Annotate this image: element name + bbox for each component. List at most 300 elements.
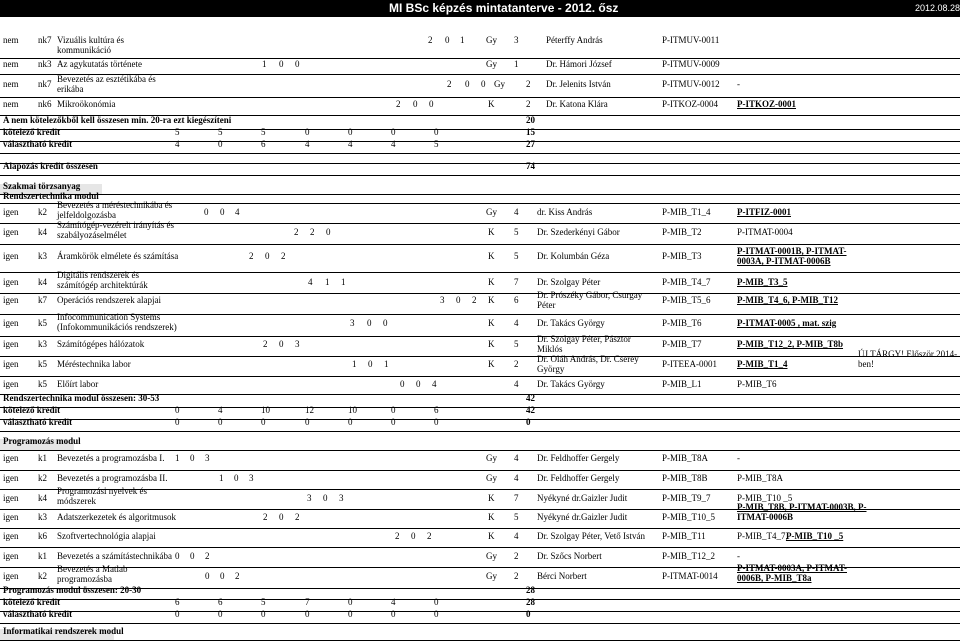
table-cell: György	[537, 364, 565, 374]
table-cell: P-MIB_T2	[662, 227, 702, 237]
table-cell: Dr. Prószéky Gábor, Csurgay	[537, 290, 643, 300]
table-cell: Mikroökonómia	[57, 99, 116, 109]
table-cell: Dr. Feldhoffer Gergely	[537, 453, 620, 463]
row-divider	[0, 431, 960, 432]
table-cell: 0	[220, 571, 225, 581]
table-cell: Gy	[494, 79, 505, 89]
table-cell: 0	[368, 359, 373, 369]
table-cell: 4	[514, 207, 519, 217]
table-cell: 3	[350, 318, 355, 328]
table-cell: 5	[514, 512, 519, 522]
table-cell: P-MIB_T7	[662, 339, 702, 349]
table-cell: 5	[514, 251, 519, 261]
table-cell: k7	[38, 295, 47, 305]
table-cell: 0006B, P-MIB_T8a	[737, 573, 812, 583]
table-cell: P-MIB_T4_7,	[737, 531, 788, 541]
table-cell: igen	[3, 359, 19, 369]
table-cell: 0	[323, 493, 328, 503]
table-cell: -	[737, 453, 740, 463]
table-cell: 2	[472, 295, 477, 305]
table-cell: P-ITMAT-0003A, P-ITMAT-	[737, 563, 847, 573]
table-cell: jelfeldolgozásba	[57, 210, 116, 220]
table-cell: 0	[190, 551, 195, 561]
table-cell: 1	[460, 35, 465, 45]
row-divider	[0, 623, 960, 624]
table-cell: Informatikai rendszerek modul	[3, 626, 124, 636]
table-cell: erikába	[57, 84, 84, 94]
table-cell: 4	[305, 139, 310, 149]
table-cell: K	[488, 295, 495, 305]
table-cell: P-ITMAT-0004	[737, 227, 793, 237]
table-cell: Számítógépes hálózatok	[57, 339, 145, 349]
table-cell: 0	[391, 417, 396, 427]
table-cell: 2	[526, 79, 531, 89]
table-cell: P-MIB_T11	[662, 531, 706, 541]
table-cell: 1	[384, 359, 389, 369]
table-cell: Dr. Hámori József	[546, 59, 612, 69]
table-cell: P-ITFIZ-0001	[737, 207, 791, 217]
table-cell: P-MIB_T4_6, P-MIB_T12	[737, 295, 838, 305]
row-divider	[0, 376, 960, 377]
table-cell: 2	[447, 79, 452, 89]
table-cell: 2	[526, 99, 531, 109]
table-cell: 2	[263, 339, 268, 349]
table-cell: Bevezetés az esztétikába és	[57, 74, 156, 84]
table-cell: 0	[348, 597, 353, 607]
table-cell: Péter	[537, 300, 556, 310]
row-divider	[0, 129, 960, 130]
table-cell: 0	[413, 99, 418, 109]
table-cell: A nem kötelezőkből kell összesen min. 20-ra ezt kiegészíteni	[3, 115, 232, 125]
table-cell: k2	[38, 207, 47, 217]
table-cell: K	[488, 99, 495, 109]
row-divider	[0, 336, 960, 337]
table-cell: k5	[38, 359, 47, 369]
table-cell: 1	[352, 359, 357, 369]
table-cell: K	[488, 251, 495, 261]
table-cell: igen	[3, 318, 19, 328]
table-cell: igen	[3, 295, 19, 305]
table-cell: 0	[526, 417, 531, 427]
row-divider	[0, 528, 960, 529]
table-cell: P-MIB_T5_6	[662, 295, 711, 305]
table-cell: 2	[281, 251, 286, 261]
table-cell: 2	[294, 227, 299, 237]
table-cell: 2	[395, 531, 400, 541]
table-cell: Dr. Szolgay Péter	[537, 277, 601, 287]
table-cell: (Infokommunikációs rendszerek)	[57, 322, 177, 332]
table-cell: 15	[526, 127, 535, 137]
table-cell: Bérci Norbert	[537, 571, 587, 581]
table-cell: P-MIB_T1_4	[662, 207, 711, 217]
table-cell: k4	[38, 493, 47, 503]
table-cell: 0	[465, 79, 470, 89]
table-cell: 27	[526, 139, 535, 149]
table-cell: 0	[175, 405, 180, 415]
row-divider	[0, 640, 960, 641]
table-cell: Infocommunication Systems	[57, 312, 161, 322]
row-divider	[0, 163, 960, 164]
table-cell: 0	[526, 609, 531, 619]
table-cell: k5	[38, 379, 47, 389]
table-cell: 0	[218, 417, 223, 427]
table-cell: Nyékyné dr.Gaizler Judit	[537, 493, 628, 503]
table-cell: 0	[434, 127, 439, 137]
table-cell: 1	[262, 59, 267, 69]
table-cell: Gy	[486, 551, 497, 561]
table-cell: K	[488, 359, 495, 369]
table-cell: 10	[261, 405, 270, 415]
row-divider	[0, 407, 960, 408]
table-cell: K	[488, 339, 495, 349]
table-cell: Dr. Szederkényi Gábor	[537, 227, 620, 237]
table-cell: igen	[3, 531, 19, 541]
table-cell: 3	[295, 339, 300, 349]
table-cell: 1	[341, 277, 346, 287]
table-cell: K	[488, 318, 495, 328]
table-cell: választható kredit	[3, 417, 73, 427]
table-cell: K	[488, 493, 495, 503]
table-cell: P-ITMAT-0001B, P-ITMAT-	[737, 246, 847, 256]
table-cell: 0	[434, 597, 439, 607]
table-cell: P-ITMUV-0009	[662, 59, 720, 69]
table-cell: k2	[38, 473, 47, 483]
table-cell: igen	[3, 339, 19, 349]
table-cell: 6	[175, 597, 180, 607]
table-cell: P-ITMUV-0012	[662, 79, 720, 89]
table-cell: Gy	[486, 59, 497, 69]
table-cell: ben!	[858, 359, 874, 369]
table-cell: nem	[3, 59, 19, 69]
table-cell: kötelező kredit	[3, 405, 61, 415]
table-cell: -	[737, 79, 740, 89]
table-cell: 0	[218, 139, 223, 149]
table-cell: 3	[514, 35, 519, 45]
table-cell: Programozás modul összesen: 20-30	[3, 585, 142, 595]
table-cell: 0	[434, 417, 439, 427]
table-cell: Bevezetés a programozásba I.	[57, 453, 165, 463]
row-divider	[0, 293, 960, 294]
table-cell: Dr. Szolgay Péter, Vető István	[537, 531, 645, 541]
table-cell: 4	[514, 473, 519, 483]
table-cell: P-ITMAT-0005 , mat. szig	[737, 318, 837, 328]
table-cell: P-MIB_T8A	[737, 473, 784, 483]
table-cell: 4	[391, 597, 396, 607]
row-divider	[0, 97, 960, 98]
table-cell: 0	[220, 207, 225, 217]
table-cell: 4	[514, 453, 519, 463]
table-cell: Előírt labor	[57, 379, 99, 389]
row-divider	[0, 153, 960, 154]
table-cell: 20	[526, 115, 535, 125]
table-cell: 1	[175, 453, 180, 463]
table-cell: igen	[3, 277, 19, 287]
table-cell: igen	[3, 493, 19, 503]
table-cell: 0	[411, 531, 416, 541]
table-cell: 0	[416, 379, 421, 389]
table-cell: 0	[445, 35, 450, 45]
table-cell: 4	[235, 207, 240, 217]
table-cell: 0	[367, 318, 372, 328]
table-cell: 1	[514, 59, 519, 69]
table-cell: dr. Kiss András	[537, 207, 593, 217]
table-cell: nk6	[38, 99, 52, 109]
table-cell: igen	[3, 379, 19, 389]
table-cell: 5	[514, 227, 519, 237]
table-cell: kötelező kredit	[3, 597, 61, 607]
row-divider	[0, 419, 960, 420]
table-cell: k1	[38, 453, 47, 463]
table-cell: P-ITKOZ-0004	[662, 99, 718, 109]
table-cell: 0	[279, 512, 284, 522]
table-cell: Gy	[486, 473, 497, 483]
table-cell: 4	[348, 139, 353, 149]
table-cell: Dr. Takács György	[537, 379, 605, 389]
table-cell: Dr. Szolgay Péter, Pásztor	[537, 334, 631, 344]
table-cell: Számítógép-vezérelt irányítás és	[57, 220, 174, 230]
table-cell: 4	[175, 139, 180, 149]
table-cell: nem	[3, 79, 19, 89]
row-divider	[0, 470, 960, 471]
table-cell: nk3	[38, 59, 52, 69]
table-cell: P-ITMUV-0011	[662, 35, 720, 45]
row-divider	[0, 450, 960, 451]
row-divider	[0, 272, 960, 273]
table-cell: ÚJ TÁRGY! Először 2014-	[858, 349, 958, 359]
table-cell: igen	[3, 512, 19, 522]
table-cell: Programozás modul	[3, 436, 81, 446]
document-header	[0, 0, 960, 17]
table-cell: K	[488, 531, 495, 541]
table-cell: 0	[175, 609, 180, 619]
table-cell: 2	[205, 551, 210, 561]
table-cell: Dr. Feldhoffer Gergely	[537, 473, 620, 483]
table-cell: választható kredit	[3, 609, 73, 619]
table-cell: 3	[249, 473, 254, 483]
table-cell: 4	[218, 405, 223, 415]
table-cell: 0	[391, 405, 396, 415]
table-cell: szabályozáselmélet	[57, 230, 127, 240]
table-cell: igen	[3, 571, 19, 581]
table-cell: 2	[428, 35, 433, 45]
table-cell: 0	[204, 207, 209, 217]
table-cell: 4	[514, 318, 519, 328]
table-cell: igen	[3, 227, 19, 237]
table-cell: P-MIB_T3	[662, 251, 702, 261]
table-cell: P-MIB_T8A	[662, 453, 709, 463]
table-cell: Péterffy András	[546, 35, 603, 45]
table-cell: 74	[526, 161, 535, 171]
table-cell: 7	[514, 493, 519, 503]
table-cell: 3	[205, 453, 210, 463]
table-cell: 2	[295, 512, 300, 522]
row-divider	[0, 599, 960, 600]
table-cell: 5	[261, 597, 266, 607]
table-cell: 2	[396, 99, 401, 109]
table-cell: Dr. Katona Klára	[546, 99, 608, 109]
table-cell: Gy	[486, 207, 497, 217]
table-cell: P-MIB_T3_5	[737, 277, 788, 287]
document-date: 2012.08.28	[914, 3, 960, 13]
table-cell: 0	[265, 251, 270, 261]
table-cell: k3	[38, 251, 47, 261]
table-cell: 0	[383, 318, 388, 328]
table-cell: P-MIB_T10 _5	[737, 493, 793, 503]
table-cell: nem	[3, 99, 19, 109]
table-cell: 2	[514, 359, 519, 369]
table-cell: 3	[339, 493, 344, 503]
table-cell: Dr. Oláh András, Dr. Cserey	[537, 354, 639, 364]
row-divider	[0, 588, 960, 589]
table-cell: 0	[348, 127, 353, 137]
table-cell: Dr. Kolumbán Géza	[537, 251, 610, 261]
table-cell: 0	[175, 551, 180, 561]
table-cell: 0	[190, 453, 195, 463]
table-cell: 1	[219, 473, 224, 483]
table-cell: Szakmai törzsanyag	[3, 181, 81, 191]
table-cell: 4	[391, 139, 396, 149]
row-divider	[0, 194, 960, 195]
table-cell: 0	[326, 227, 331, 237]
table-cell: 2	[249, 251, 254, 261]
row-divider	[0, 356, 960, 357]
table-cell: 0	[305, 417, 310, 427]
table-cell: Rendszertechnika modul	[3, 191, 99, 201]
table-cell: 0	[261, 417, 266, 427]
table-cell: kötelező kredit	[3, 127, 61, 137]
table-cell: 42	[526, 405, 535, 415]
table-cell: P-MIB_T10_5	[662, 512, 716, 522]
table-cell: Szoftvertechnológia alapjai	[57, 531, 156, 541]
table-cell: k3	[38, 339, 47, 349]
table-cell: k2	[38, 571, 47, 581]
table-cell: k4	[38, 227, 47, 237]
table-cell: 0	[429, 99, 434, 109]
table-cell: igen	[3, 551, 19, 561]
table-cell: P-MIB_T6	[737, 379, 777, 389]
table-cell: 10	[348, 405, 357, 415]
table-cell: 5	[218, 127, 223, 137]
table-cell: 6	[218, 597, 223, 607]
table-cell: Gy	[486, 35, 497, 45]
table-cell: k5	[38, 318, 47, 328]
table-cell: 3	[307, 493, 312, 503]
table-cell: 5	[434, 139, 439, 149]
table-cell: számítógép architektúrák	[57, 280, 148, 290]
table-cell: igen	[3, 473, 19, 483]
table-cell: 5	[514, 339, 519, 349]
table-cell: 0	[481, 79, 486, 89]
table-cell: 1	[325, 277, 330, 287]
table-cell: Bevezetés a Matlab	[57, 564, 128, 574]
table-cell: Operációs rendszerek alapjai	[57, 295, 161, 305]
table-cell: nk7	[38, 35, 52, 45]
table-cell: 0	[279, 59, 284, 69]
table-cell: igen	[3, 453, 19, 463]
table-cell: Adatszerkezetek és algoritmusok	[57, 512, 176, 522]
row-divider	[0, 141, 960, 142]
table-cell: P-MIB_T12_2, P-MIB_T8b	[737, 339, 844, 349]
table-cell: Miklós	[537, 344, 563, 354]
table-cell: választható kredit	[3, 139, 73, 149]
table-cell: Gy	[486, 453, 497, 463]
table-cell: 2	[514, 551, 519, 561]
table-cell: P-MIB_T1_4	[737, 359, 788, 369]
table-cell: ITMAT-0006B	[737, 512, 794, 522]
table-cell: igen	[3, 251, 19, 261]
table-cell: P-ITMAT-0014	[662, 571, 718, 581]
table-cell: 0	[305, 127, 310, 137]
table-cell: 0	[261, 609, 266, 619]
table-cell: 4	[432, 379, 437, 389]
table-cell: 4	[514, 531, 519, 541]
table-cell: 0	[434, 609, 439, 619]
table-cell: 2	[310, 227, 315, 237]
table-cell: Bevezetés a számítástechnikába	[57, 551, 172, 561]
table-cell: P-MIB_T6	[662, 318, 702, 328]
table-cell: Áramkörök elmélete és számítása	[57, 251, 179, 261]
table-cell: Alapozás kredit összesen	[3, 161, 98, 171]
table-cell: k4	[38, 277, 47, 287]
table-cell: Programozási nyelvek és	[57, 486, 147, 496]
table-cell: 42	[526, 393, 535, 403]
table-cell: 4	[308, 277, 313, 287]
table-cell: Az agykutatás története	[57, 59, 142, 69]
table-cell: 4	[514, 379, 519, 389]
table-cell: Rendszertechnika modul összesen: 30-53	[3, 393, 160, 403]
table-cell: Digitális rendszerek és	[57, 270, 139, 280]
table-cell: 2	[235, 571, 240, 581]
table-cell: P-MIB_T8B, P-ITMAT-0003B, P-	[737, 502, 867, 512]
table-cell: 3	[440, 295, 445, 305]
table-cell: P-MIB_T9_7	[662, 493, 711, 503]
table-cell: P-MIB_T10 _5	[786, 531, 844, 541]
table-cell: 28	[526, 585, 535, 595]
row-divider	[0, 547, 960, 548]
table-cell: Méréstechnika labor	[57, 359, 131, 369]
table-cell: 2	[263, 512, 268, 522]
table-cell: Dr. Takács György	[537, 318, 605, 328]
table-cell: 0	[218, 609, 223, 619]
table-cell: k6	[38, 531, 47, 541]
table-cell: 6	[514, 295, 519, 305]
table-cell: -	[737, 551, 740, 561]
table-cell: Dr. Szőcs Norbert	[537, 551, 602, 561]
table-cell: módszerek	[57, 496, 96, 506]
table-cell: 0	[348, 609, 353, 619]
table-cell: 7	[305, 597, 310, 607]
table-cell: 6	[261, 139, 266, 149]
table-cell: Gy	[486, 571, 497, 581]
table-cell: K	[488, 277, 495, 287]
table-cell: nk7	[38, 79, 52, 89]
table-cell: 6	[434, 405, 439, 415]
table-cell: 0	[391, 609, 396, 619]
table-cell: 28	[526, 597, 535, 607]
table-cell: 5	[261, 127, 266, 137]
table-cell: 0003A, P-ITMAT-0006B	[737, 256, 831, 266]
table-cell: 2	[427, 531, 432, 541]
table-cell: Bevezetés a méréstechnikába és	[57, 200, 173, 210]
row-divider	[0, 175, 960, 176]
table-cell: 0	[205, 571, 210, 581]
table-cell: 7	[514, 277, 519, 287]
table-cell: 0	[175, 417, 180, 427]
table-cell: programozásba	[57, 574, 112, 584]
table-cell: nem	[3, 35, 19, 45]
table-cell: k3	[38, 512, 47, 522]
row-divider	[0, 58, 960, 59]
